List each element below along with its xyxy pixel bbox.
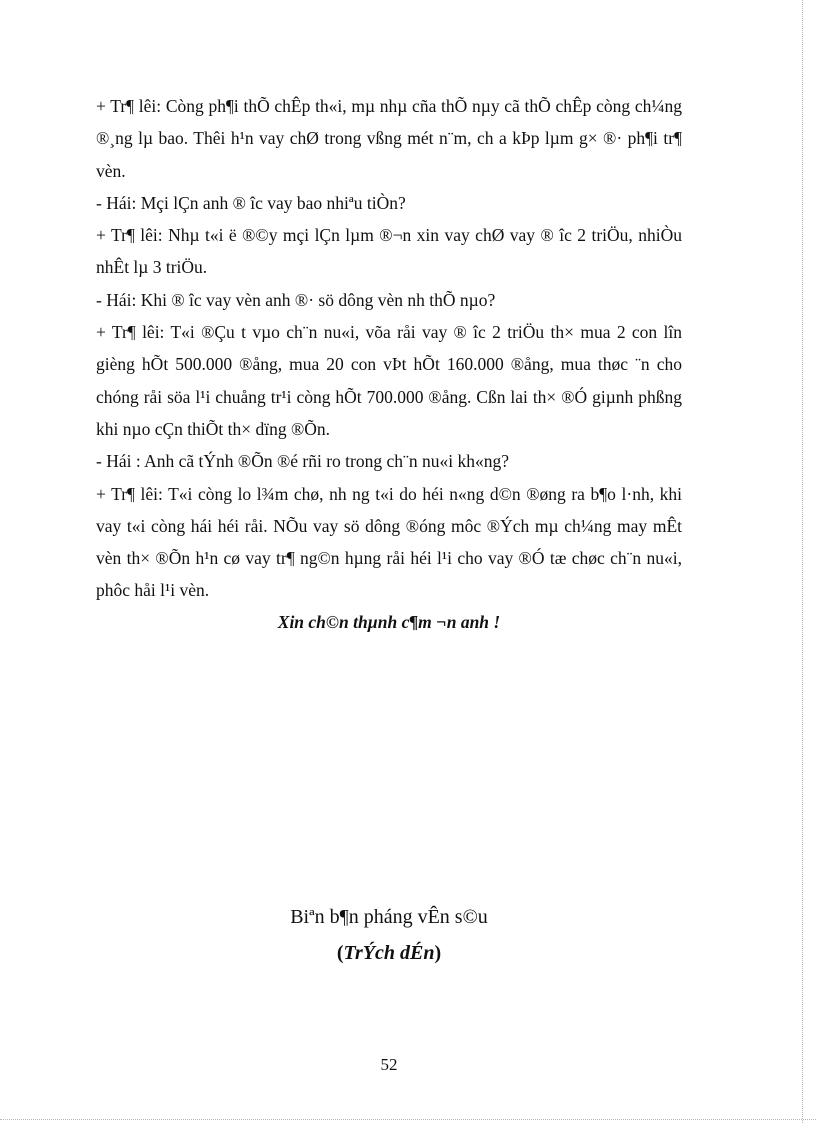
- answer-paragraph-1: + Tr¶ lêi: Còng ph¶i thÕ chÊp th«i, mµ nhµ cña thÕ nµy cã thÕ chÊp còng ch¼ng ®¸ng lµ bao. Thêi h¹n vay chØ trong vßng mét n¨m, ch a kÞp lµm g× ®· ph¶i tr¶ vèn.: [96, 96, 682, 181]
- subtitle-text: TrÝch dÉn: [343, 942, 435, 964]
- document-title: Biªn b¶n pháng vÊn s©u: [290, 906, 488, 928]
- answer-paragraph-2: + Tr¶ lêi: Nhµ t«i ë ®©y mçi lÇn lµm ®¬n xin vay chØ vay ® îc 2 triÖu, nhiÒu nhÊt lµ 3 triÖu.: [96, 225, 682, 278]
- interview-transcript: [96, 90, 682, 607]
- answer-paragraph-3: + Tr¶ lêi: T«i ®Çu t vµo ch¨n nu«i, võa råi vay ® îc 2 triÖu th× mua 2 con lîn gièng hÕt 500.000 ®ång, mua 20 con vÞt hÕt 160.000 ®ång, mua thøc ¨n cho chóng råi söa l¹i chuång tr¹i còng hÕt 700.000 ®ång. Cßn lai th× ®Ó giµnh phßng khi nµo cÇn thiÕt th× dïng ®Õn.: [96, 322, 682, 439]
- question-paragraph-2: - Hái: Khi ® îc vay vèn anh ®· sö dông vèn nh thÕ nµo?: [96, 289, 496, 310]
- question-paragraph-3: - Hái : Anh cã tÝnh ®Õn ®é rñi ro trong ch¨n nu«i kh«ng?: [96, 451, 509, 472]
- closing-thanks: Xin ch©n thµnh c¶m ¬n anh !: [277, 612, 501, 632]
- page-edge-right: [802, 0, 803, 1123]
- question-paragraph-1: - Hái: Mçi lÇn anh ® îc vay bao nhiªu tiÒn?: [96, 192, 406, 213]
- document-subtitle: [96, 938, 682, 968]
- answer-paragraph-4: + Tr¶ lêi: T«i còng lo l¾m chø, nh ng t«i do héi n«ng d©n ®øng ra b¶o l·nh, khi vay t«i còng hái héi råi. NÕu vay sö dông ®óng môc ®Ých mµ ch¼ng may mÊt vèn th× ®Õn h¹n cø vay tr¶ ng©n hµng råi héi l¹i cho vay ®Ó tæ chøc ch¨n nu«i, phôc håi l¹i vèn.: [96, 483, 682, 601]
- subtitle-open-paren: (: [336, 942, 344, 964]
- page-number: 52: [380, 1055, 398, 1074]
- page-edge-bottom: [0, 1119, 816, 1120]
- subtitle-close-paren: ): [434, 942, 442, 964]
